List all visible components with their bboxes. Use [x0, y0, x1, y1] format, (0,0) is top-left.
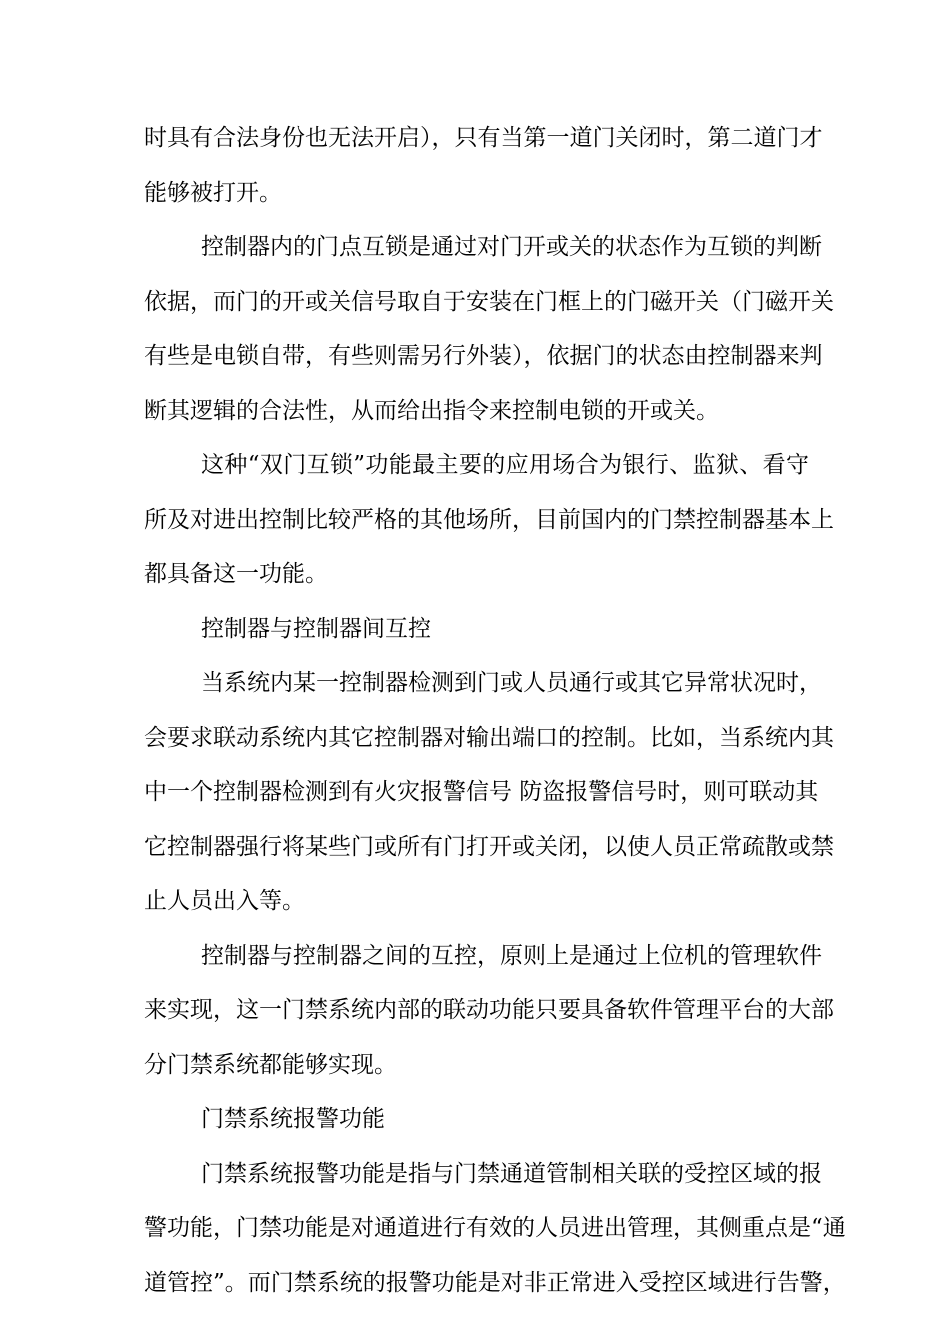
text-line: 时具有合法身份也无法开启），只有当第一道门关闭时，第二道门才 [144, 125, 823, 151]
section-heading: 门禁系统报警功能 [201, 1106, 385, 1132]
text-line: 分门禁系统都能够实现。 [144, 1051, 397, 1078]
text-line: 有些是电锁自带，有些则需另行外装），依据门的状态由控制器来判 [144, 343, 823, 369]
text-line: 依据，而门的开或关信号取自于安装在门框上的门磁开关（门磁开关 [144, 288, 834, 315]
paragraph-start-line: 控制器内的门点互锁是通过对门开或关的状态作为互锁的判断 [201, 234, 822, 260]
text-line: 中一个控制器检测到有火灾报警信号 防盗报警信号时，则可联动其 [144, 779, 819, 805]
text-line: 它控制器强行将某些门或所有门打开或关闭，以使人员正常疏散或禁 [144, 833, 834, 860]
section-heading: 控制器与控制器间互控 [201, 615, 431, 642]
text-line: 道管控”。而门禁系统的报警功能是对非正常进入受控区域进行告警， [144, 1269, 846, 1296]
text-line: 能够被打开。 [144, 179, 282, 206]
text-line: 止人员出入等。 [144, 888, 305, 914]
paragraph-start-line: 门禁系统报警功能是指与门禁通道管制相关联的受控区域的报 [201, 1160, 822, 1187]
text-line: 会要求联动系统内其它控制器对输出端口的控制。比如，当系统内其 [144, 724, 834, 751]
paragraph-start-line: 当系统内某一控制器检测到门或人员通行或其它异常状况时， [201, 670, 822, 696]
text-line: 断其逻辑的合法性，从而给出指令来控制电锁的开或关。 [144, 397, 719, 424]
text-line: 警功能，门禁功能是对通道进行有效的人员进出管理，其侧重点是“通 [144, 1215, 846, 1241]
body-text [144, 111, 846, 1310]
text-line: 来实现，这一门禁系统内部的联动功能只要具备软件管理平台的大部 [144, 997, 834, 1023]
paragraph-start-line: 控制器与控制器之间的互控，原则上是通过上位机的管理软件 [201, 942, 822, 969]
text-line: 所及对进出控制比较严格的其他场所，目前国内的门禁控制器基本上 [144, 506, 834, 533]
paragraph-start-line: 这种“双门互锁”功能最主要的应用场合为银行、监狱、看守 [201, 452, 809, 478]
text-line: 都具备这一功能。 [144, 561, 328, 587]
